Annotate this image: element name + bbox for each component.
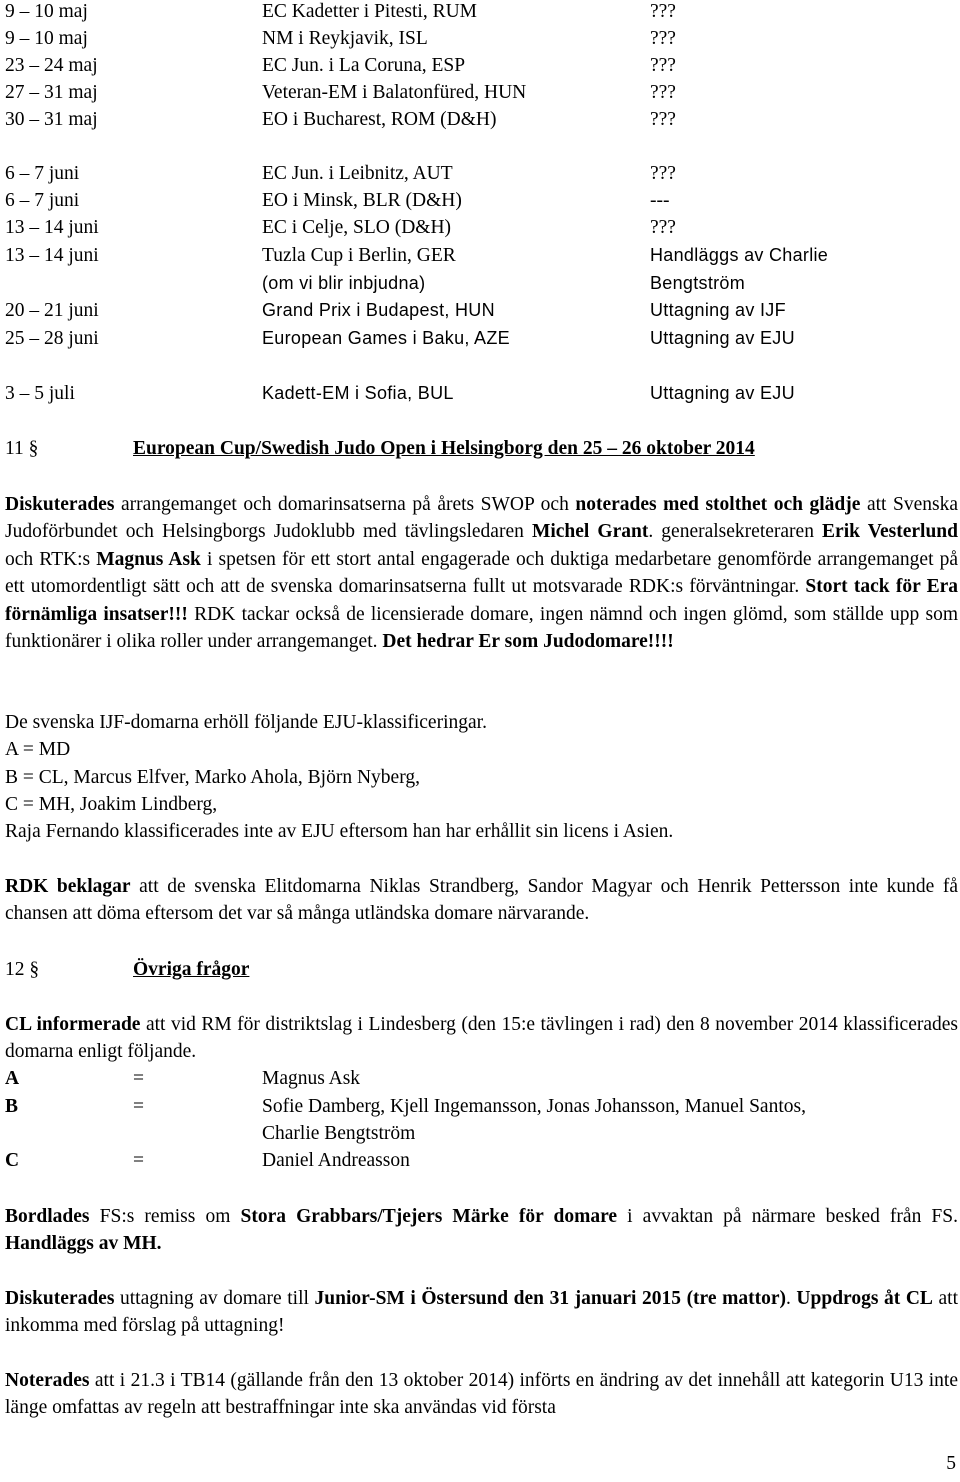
paragraph-swop — [5, 491, 958, 655]
schedule-status: ??? — [650, 109, 676, 130]
schedule-event: EO i Minsk, BLR (D&H) — [262, 190, 462, 211]
schedule-status: ??? — [650, 55, 676, 76]
text-run: att Svenska Judoförbundet och Helsingborgs Judoklubb med tävlingsledaren — [5, 494, 958, 543]
grade-row-continued — [0, 1120, 960, 1147]
schedule-row — [0, 79, 960, 106]
paragraph-junior-sm — [5, 1285, 958, 1340]
text-run: Magnus Ask — [96, 548, 201, 570]
grade-letter: C — [5, 1150, 20, 1171]
text-run: i spetsen för ett stort antal engagerade och duktiga medarbetare genomförde arrangemanget på ett utomordentligt sätt och att de svenska domarinsatserna fullt ut motsvarade RDK:s förväntningar. — [5, 548, 958, 598]
schedule-row — [0, 325, 960, 352]
text-run: Stora Grabbars/Tjejers Märke för domare — [240, 1206, 618, 1227]
section-heading-12 — [0, 956, 960, 983]
schedule-status: Uttagning av EJU — [650, 328, 795, 348]
schedule-event: EO i Bucharest, ROM (D&H) — [262, 109, 497, 130]
schedule-date: 6 – 7 juni — [5, 190, 80, 211]
schedule-status: Uttagning av IJF — [650, 300, 786, 320]
text-run: Handläggs av MH. — [5, 1233, 162, 1255]
schedule-event: EC Jun. i Leibnitz, AUT — [262, 163, 453, 184]
page-number: 5 — [946, 1453, 956, 1474]
section-title: European Cup/Swedish Judo Open i Helsingborg den 25 – 26 oktober 2014 — [133, 438, 755, 459]
text-run: arrangemanget och domarinsatserna på årets SWOP och — [114, 494, 576, 515]
paragraph-noterades — [5, 1367, 958, 1422]
paragraph-bordlades — [5, 1203, 958, 1258]
schedule-row — [0, 106, 960, 133]
schedule-date: 9 – 10 maj — [5, 28, 88, 49]
grade-names: Daniel Andreasson — [262, 1150, 410, 1171]
grade-equals: = — [133, 1096, 144, 1117]
grade-letter: A — [5, 1068, 20, 1089]
schedule-status: Bengtström — [650, 273, 746, 293]
schedule-row — [0, 380, 960, 407]
classification-line: A = MD — [5, 739, 71, 760]
text-run: att i 21.3 i TB14 (gällande från den 13 oktober 2014) införts en ändring av det innehåll att kategorin U13 inte länge omfattas av regeln att bestraffningar inte ska användas vid första — [5, 1370, 958, 1419]
schedule-row — [0, 187, 960, 214]
grade-equals: = — [133, 1150, 144, 1171]
paragraph-rdk — [5, 873, 958, 928]
schedule-event: (om vi blir inbjudna) — [262, 273, 426, 293]
text-run: RDK tackar också de licensierade domare, ingen nämnd och ingen glömd, som ställde upp som funktionärer i olika roller under arrangemanget. — [5, 603, 958, 653]
schedule-row — [0, 242, 960, 269]
schedule-date: 23 – 24 maj — [5, 55, 98, 76]
schedule-row — [0, 270, 960, 297]
schedule-status: Handläggs av Charlie — [650, 245, 829, 265]
grade-row — [0, 1147, 960, 1174]
schedule-row — [0, 0, 960, 25]
classification-line: B = CL, Marcus Elfver, Marko Ahola, Björn Nyberg, — [5, 767, 420, 788]
text-run: Bordlades — [5, 1206, 90, 1227]
grade-row — [0, 1093, 960, 1120]
schedule-date: 27 – 31 maj — [5, 82, 98, 103]
schedule-event: Grand Prix i Budapest, HUN — [262, 300, 495, 320]
schedule-date: 13 – 14 juni — [5, 217, 99, 238]
schedule-date: 13 – 14 juni — [5, 245, 99, 266]
schedule-status: Uttagning av EJU — [650, 383, 795, 403]
grade-equals: = — [133, 1068, 144, 1089]
text-run: Noterades — [5, 1370, 90, 1391]
text-run: att de svenska Elitdomarna Niklas Strandberg, Sandor Magyar och Henrik Pettersson inte kunde få chansen att döma eftersom det var så många utländska domare närvarande. — [5, 876, 958, 925]
schedule-event: Tuzla Cup i Berlin, GER — [262, 245, 456, 266]
schedule-row — [0, 160, 960, 187]
schedule-status: ??? — [650, 82, 676, 103]
schedule-row — [0, 25, 960, 52]
schedule-row — [0, 52, 960, 79]
schedule-event: NM i Reykjavik, ISL — [262, 28, 428, 49]
section-number: 11 § — [5, 438, 39, 459]
schedule-status: ??? — [650, 28, 676, 49]
schedule-date: 6 – 7 juni — [5, 163, 80, 184]
text-run: FS:s remiss om — [89, 1206, 241, 1227]
schedule-date: 3 – 5 juli — [5, 383, 75, 404]
schedule-event: European Games i Baku, AZE — [262, 328, 510, 348]
text-run: Michel Grant — [531, 521, 649, 543]
schedule-status: ??? — [650, 163, 676, 184]
schedule-event: EC i Celje, SLO (D&H) — [262, 217, 452, 238]
text-run: Stort tack för Era förnämliga insatser!!! — [5, 576, 958, 625]
schedule-date: 20 – 21 juni — [5, 300, 99, 321]
schedule-date: 25 – 28 juni — [5, 328, 99, 349]
text-run: och RTK:s — [5, 548, 97, 570]
schedule-event: Veteran-EM i Balatonfüred, HUN — [262, 82, 527, 103]
section-title: Övriga frågor — [133, 959, 250, 980]
schedule-status: ??? — [650, 217, 676, 238]
grade-names: Magnus Ask — [262, 1068, 361, 1089]
schedule-row — [0, 214, 960, 241]
text-run: Det hedrar Er som Judodomare!!!! — [382, 631, 674, 653]
classification-intro: De svenska IJF-domarna erhöll följande EJU-klassificeringar. — [5, 712, 487, 733]
grade-names: Sofie Damberg, Kjell Ingemansson, Jonas Johansson, Manuel Santos, — [262, 1096, 806, 1117]
text-run: Uppdrogs åt CL — [796, 1288, 933, 1309]
grade-names: Charlie Bengtström — [262, 1123, 416, 1144]
text-run: . — [785, 1288, 797, 1309]
classification-line: C = MH, Joakim Lindberg, — [5, 794, 218, 815]
schedule-date: 9 – 10 maj — [5, 1, 88, 22]
text-run: uttagning av domare till — [114, 1288, 315, 1309]
schedule-row — [0, 297, 960, 324]
text-run: . generalsekreteraren — [648, 521, 823, 543]
schedule-status: ??? — [650, 1, 676, 22]
text-run: i avvaktan på närmare besked från FS. — [617, 1206, 958, 1227]
text-run: RDK beklagar — [5, 876, 131, 897]
text-run: att inkomma med förslag på uttagning! — [5, 1288, 958, 1337]
text-run: CL informerade — [5, 1014, 141, 1035]
schedule-event: EC Jun. i La Coruna, ESP — [262, 55, 466, 76]
section-number: 12 § — [5, 959, 40, 980]
text-run: Diskuterades — [5, 494, 115, 515]
text-run: noterades med stolthet och glädje — [575, 494, 861, 515]
schedule-status: --- — [650, 190, 670, 211]
classification-note: Raja Fernando klassificerades inte av EJU eftersom han har erhållit sin licens i Asien. — [5, 821, 674, 842]
grade-letter: B — [5, 1096, 19, 1117]
text-run: Junior-SM i Östersund den 31 januari 2015 (tre mattor) — [314, 1288, 786, 1309]
schedule-date: 30 – 31 maj — [5, 109, 98, 130]
grade-row — [0, 1065, 960, 1092]
text-run: att vid RM för distriktslag i Lindesberg (den 15:e tävlingen i rad) den 8 november 2014 klassificerades domarna enligt följande. — [5, 1014, 958, 1063]
text-run: Erik Vesterlund — [822, 521, 959, 543]
schedule-event: EC Kadetter i Pitesti, RUM — [262, 1, 478, 22]
section-heading-11 — [0, 435, 960, 462]
paragraph-rm — [5, 1011, 958, 1066]
text-run: Diskuterades — [5, 1288, 115, 1309]
schedule-event: Kadett-EM i Sofia, BUL — [262, 383, 454, 403]
